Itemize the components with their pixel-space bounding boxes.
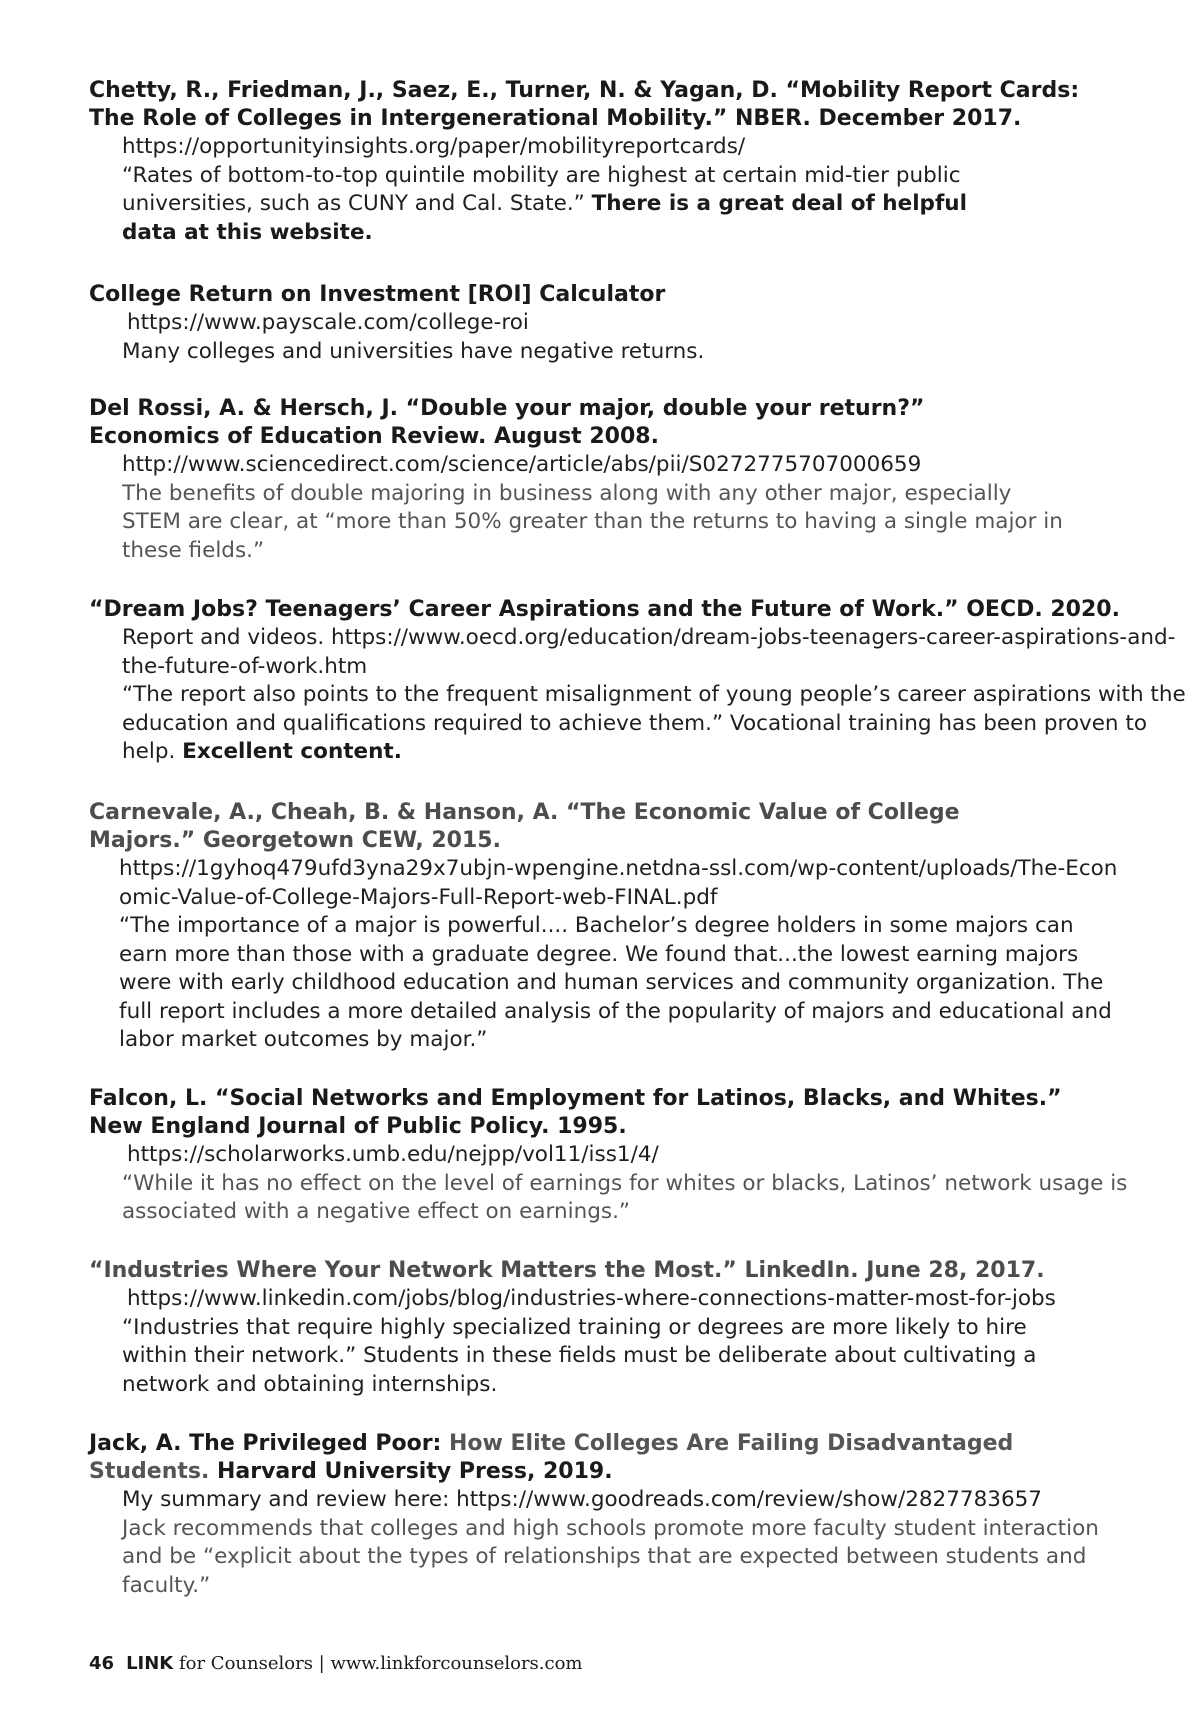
reference-body (122, 1285, 1179, 1399)
reference-description: “While it has no effect on the level of earnings for whites or blacks, Latinos’ network usage is associated with a negative effect on earnings.” (122, 1170, 1128, 1224)
reference-falcon (89, 1085, 1179, 1227)
description-text: “Rates of bottom-to-top quintile mobility are highest at certain mid-tier public universities, such as CUNY and Cal. State.” (122, 162, 961, 216)
reference-roi-calculator (89, 281, 1179, 366)
reference-title: Carnevale, A., Cheah, B. & Hanson, A. “The Economic Value of College Majors.” Georgetown CEW, 2015. (89, 800, 960, 853)
title-subtitle: How Elite Colleges Are Failing Disadvantaged Students. (89, 1431, 1014, 1484)
reference-title: Chetty, R., Friedman, J., Saez, E., Turner, N. & Yagan, D. “Mobility Report Cards: The Role of Colleges in Intergenerational Mobility.” NBER. December 2017. (89, 78, 1080, 131)
publication-info[interactable]: for Counselors | www.linkforcounselors.com (178, 1653, 583, 1674)
reference-title: Del Rossi, A. & Hersch, J. “Double your major, double your return?” Economics of Education Review. August 2008. (89, 396, 925, 449)
reference-title (89, 1430, 1089, 1486)
description-emphasis: There is a great deal of helpful data at this website. (122, 191, 967, 245)
reference-title: Falcon, L. “Social Networks and Employment for Latinos, Blacks, and Whites.” New England Journal of Public Policy. 1995. (89, 1086, 1062, 1139)
reference-body (122, 133, 1179, 247)
reference-carnevale (89, 799, 1179, 1055)
reference-body (122, 451, 1179, 565)
title-publisher: Harvard University Press, 2019. (209, 1459, 613, 1484)
page-number: 46 (89, 1653, 115, 1674)
reference-description: Many colleges and universities have negative returns. (122, 338, 705, 364)
reference-description: “Industries that require highly specialized training or degrees are more likely to hire within their network.” Students in these fields must be deliberate about cultivating a network and obtaining internships. (122, 1314, 1037, 1397)
description-text: “The report also points to the frequent misalignment of young people’s career aspirations with the education and qualifications required to achieve them.” Vocational training has been proven to help. (122, 682, 1186, 764)
description-emphasis: Excellent content. (182, 739, 402, 764)
reference-description: “The importance of a major is powerful.... Bachelor’s degree holders in some majors can earn more than those with a graduate degree. We found that...the lowest earning majors were with early childhood education and human services and community organization. The full report includes a more detailed analysis of the popularity of majors and educational and labor market outcomes by major.” (119, 913, 1112, 1052)
reference-url[interactable]: https://opportunityinsights.org/paper/mobilityreportcards/ (122, 134, 746, 159)
reference-url[interactable]: https://www.payscale.com/college-roi (127, 310, 529, 335)
reference-body (122, 1486, 1179, 1600)
reference-body (122, 309, 1179, 366)
reference-jack (89, 1430, 1179, 1600)
reference-body (119, 855, 1179, 1055)
reference-oecd-dream-jobs (89, 596, 1186, 767)
reference-url[interactable]: Report and videos. https://www.oecd.org/education/dream-jobs-teenagers-career-aspirations-and-the-future-of-work.htm (122, 625, 1176, 679)
reference-url[interactable]: https://scholarworks.umb.edu/nejpp/vol11/iss1/4/ (127, 1142, 659, 1167)
publication-brand: LINK (126, 1653, 174, 1674)
reference-description: The benefits of double majoring in business along with any other major, especially STEM are clear, at “more than 50% greater than the returns to having a single major in these fields.” (122, 480, 1063, 563)
reference-description (122, 681, 1192, 767)
reference-url[interactable]: https://1gyhoq479ufd3yna29x7ubjn-wpengine.netdna-ssl.com/wp-content/uploads/The-Economic-Value-of-College-Majors-Full-Report-web-FINAL.pdf (119, 856, 1118, 910)
reference-url[interactable]: http://www.sciencedirect.com/science/article/abs/pii/S0272775707000659 (122, 452, 922, 477)
reference-url[interactable]: https://www.linkedin.com/jobs/blog/industries-where-connections-matter-most-for-jobs (127, 1286, 1056, 1311)
page-footer (89, 1652, 583, 1676)
reference-title: College Return on Investment [ROI] Calculator (89, 282, 666, 307)
reference-description (122, 162, 1022, 248)
reference-description: Jack recommends that colleges and high schools promote more faculty student interaction and be “explicit about the types of relationships that are expected between students and faculty.” (122, 1515, 1099, 1598)
reference-url[interactable]: My summary and review here: https://www.goodreads.com/review/show/2827783657 (122, 1487, 1042, 1512)
reference-body (122, 624, 1186, 767)
reference-del-rossi (89, 395, 1179, 565)
reference-chetty (89, 77, 1179, 247)
reference-body (122, 1141, 1179, 1227)
reference-linkedin (89, 1257, 1179, 1399)
title-author: Jack, A. The Privileged Poor: (89, 1431, 450, 1456)
reference-title: “Dream Jobs? Teenagers’ Career Aspirations and the Future of Work.” OECD. 2020. (89, 597, 1120, 622)
reference-title: “Industries Where Your Network Matters the Most.” LinkedIn. June 28, 2017. (89, 1258, 1045, 1283)
